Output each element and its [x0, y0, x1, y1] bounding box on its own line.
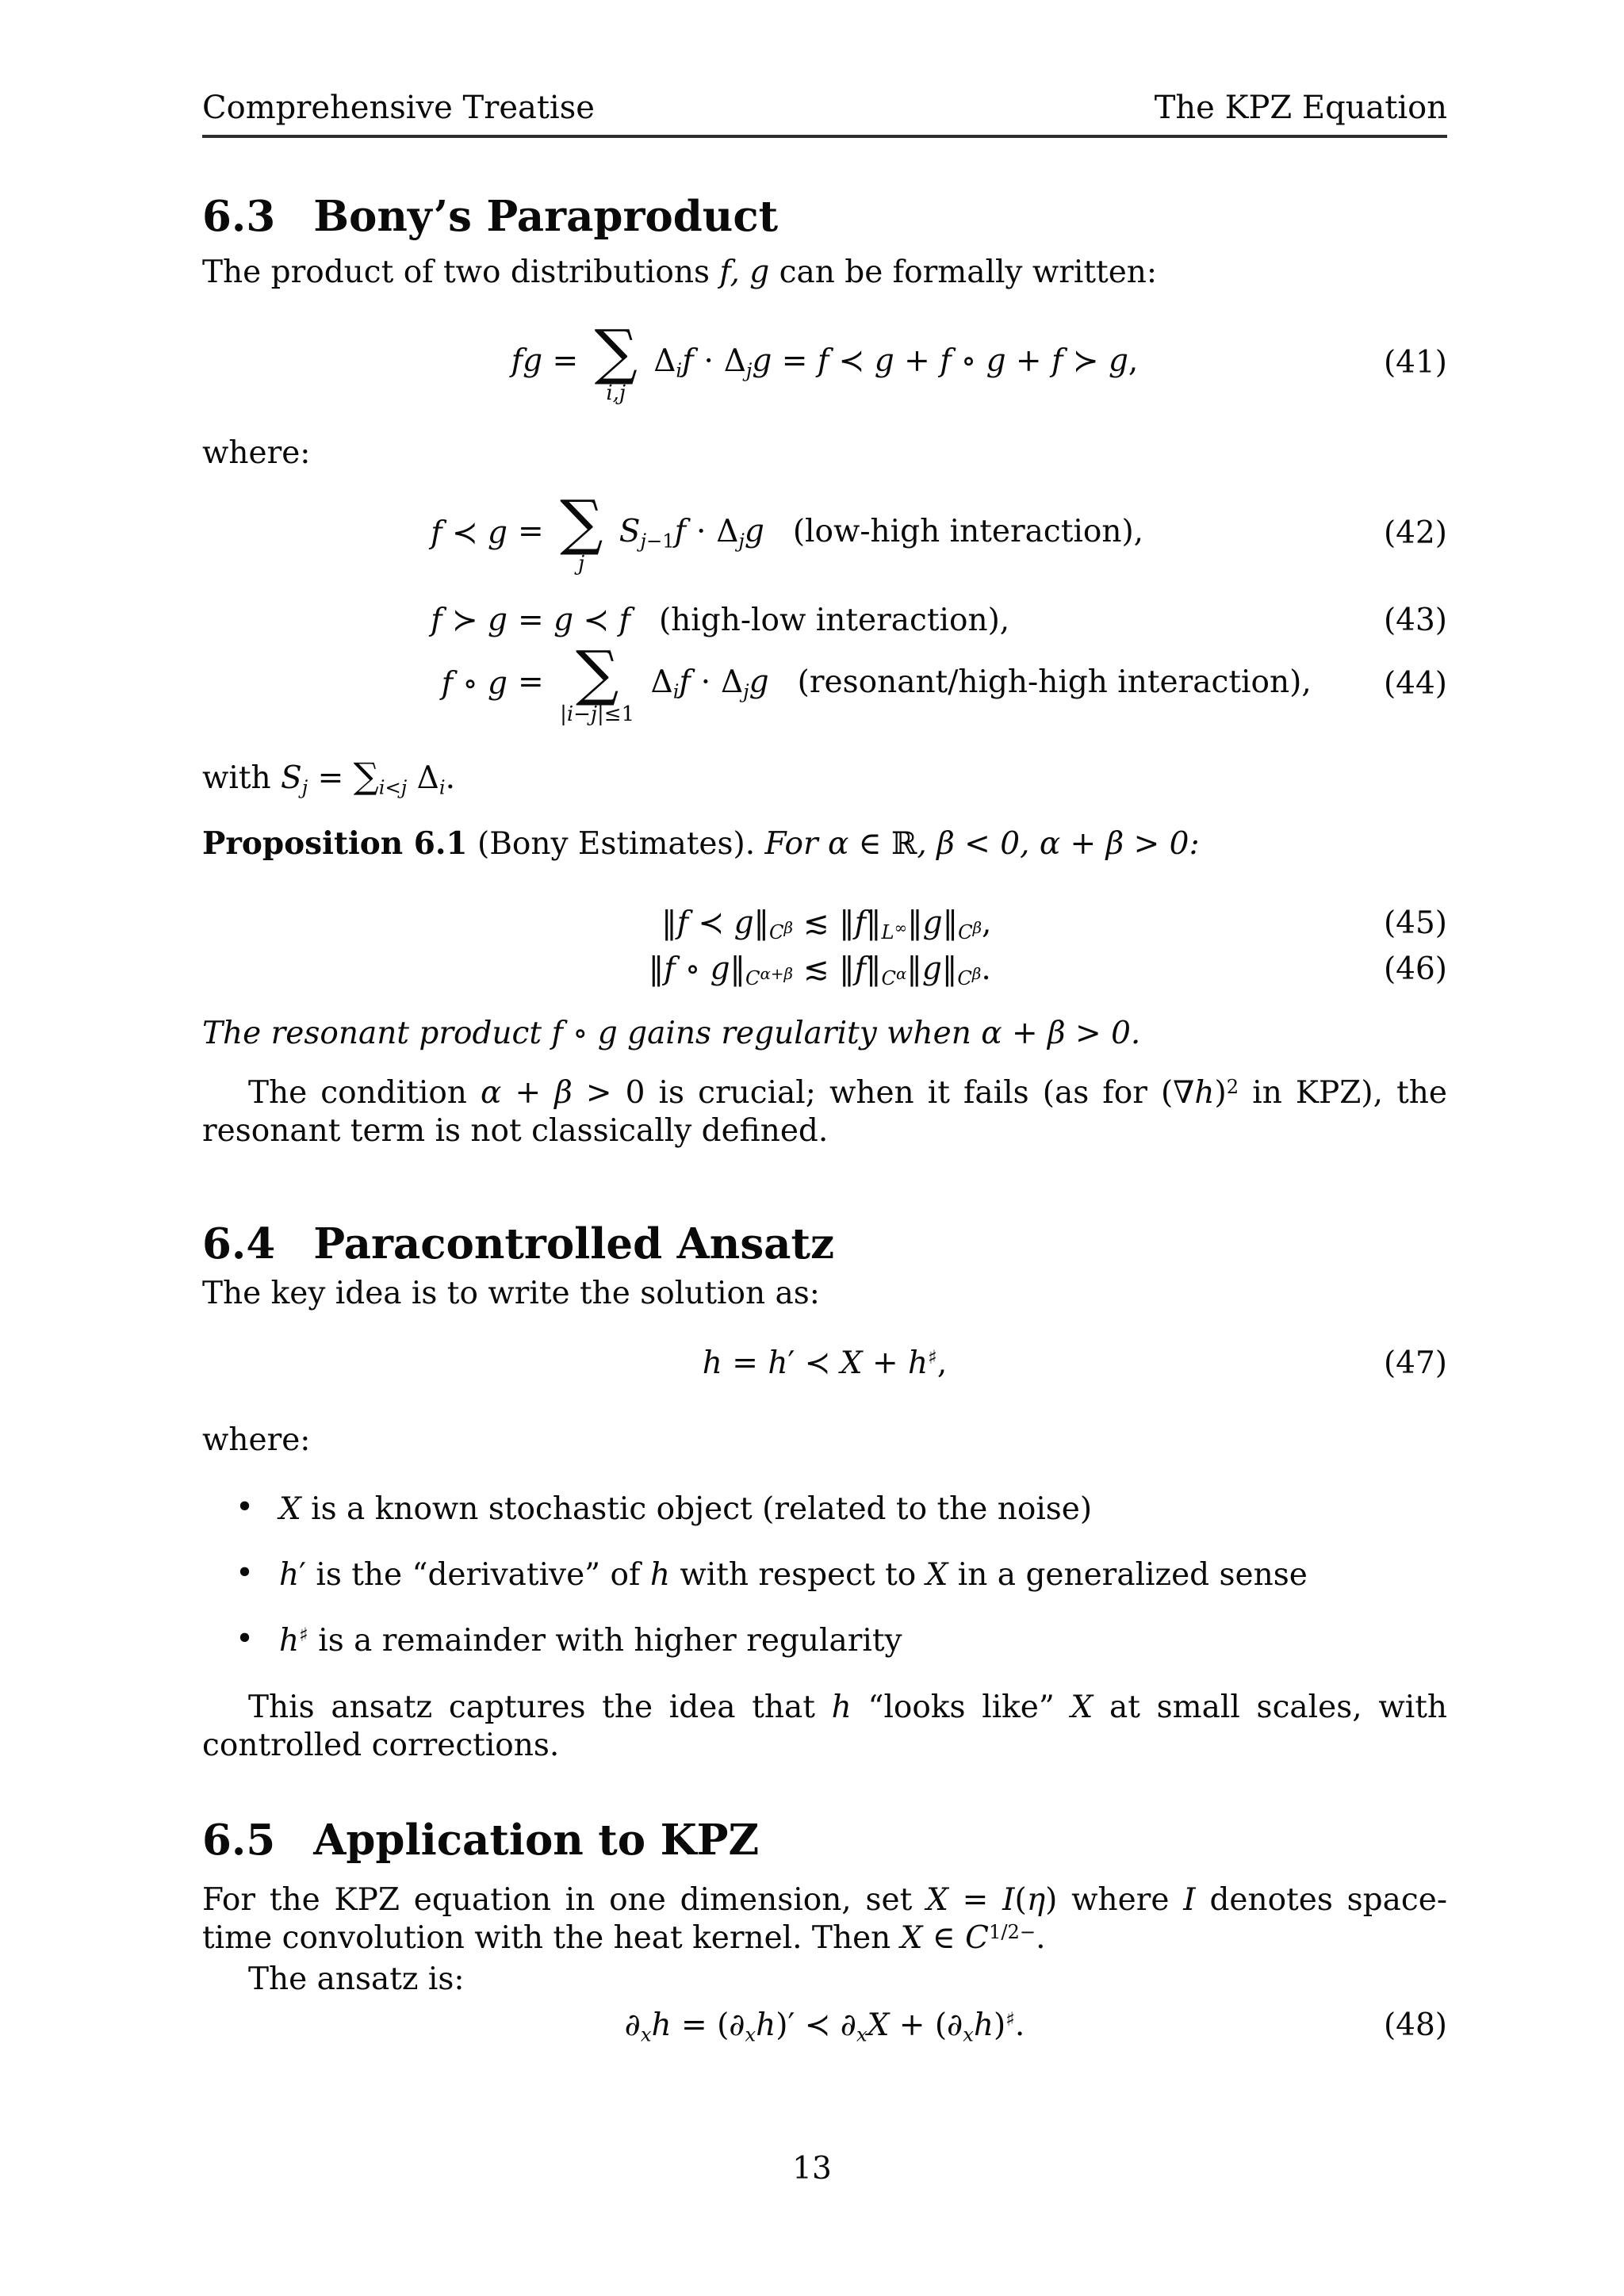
equation-number-48: (48) — [1383, 2007, 1447, 2043]
running-header-right: The KPZ Equation — [1154, 90, 1447, 126]
running-header-left: Comprehensive Treatise — [202, 90, 595, 126]
bullet-icon: • — [236, 1621, 255, 1657]
display-equation-44 — [202, 634, 1447, 733]
section-title: Paracontrolled Ansatz — [313, 1219, 835, 1269]
section-number: 6.4 — [202, 1219, 276, 1269]
display-equation-46 — [202, 946, 1447, 993]
proposition-6-1 — [202, 825, 1447, 863]
equation-number-45: (45) — [1383, 905, 1447, 941]
proposition-name: (Bony Estimates). — [467, 826, 756, 862]
equation-rhs: ≲ $‖f‖_{C^\alpha}‖g‖_{C^\beta}$. — [803, 951, 991, 990]
equation-number-47: (47) — [1383, 1345, 1447, 1381]
display-equation-42 — [202, 485, 1447, 582]
equation-rhs: = ∑ |i−j|≤1 $\Delta_if \cdot \Delta_jg$ (resonant/high-high interaction), — [518, 637, 1312, 726]
list-item-x — [202, 1490, 1447, 1529]
page-number: 13 — [792, 2151, 832, 2187]
display-equation-48 — [202, 2002, 1447, 2049]
equation-number-42: (42) — [1383, 515, 1447, 551]
paragraph-intro-64: The key idea is to write the solution as: — [202, 1276, 820, 1311]
header-rule — [202, 135, 1447, 138]
paragraph-with-s: with $S_j = \sum_{i<j}$ $\Delta_i$. — [202, 755, 455, 799]
display-equation-45 — [202, 900, 1447, 947]
display-equation-41 — [202, 311, 1447, 415]
equation-number-41: (41) — [1383, 345, 1447, 381]
list-item-text: X is a known stochastic object (related to the noise) — [279, 1491, 1093, 1527]
equation-body: $\partial_xh = (\partial_xh)'$ ≺ $\partial_xX + (\partial_xh)^♯$. — [624, 2007, 1025, 2046]
equation-number-43: (43) — [1383, 603, 1447, 638]
proposition-statement: For α ∈ ℝ, β < 0, α + β > 0: — [764, 826, 1200, 862]
equation-rhs: = ∑ j $S_{j-1}f \cdot \Delta_jg$ (low-high interaction), — [518, 487, 1144, 576]
list-item-text: h′ is the “derivative” of h with respect to X in a generalized sense — [279, 1557, 1308, 1593]
display-equation-47 — [202, 1340, 1447, 1387]
section-number: 6.5 — [202, 1816, 276, 1865]
equation-rhs: = g ≺ f (high-low interaction), — [518, 603, 1010, 638]
equation-lhs: f ≺ g — [431, 515, 508, 551]
section-heading-6-4 — [202, 1221, 1447, 1267]
bullet-icon: • — [236, 1556, 255, 1591]
paragraph-where-2: where: — [202, 1422, 311, 1458]
proposition-remark: The resonant product f ∘ g gains regularity when α + β > 0. — [202, 1016, 1141, 1051]
equation-lhs: ‖f ∘ $g‖_{C^{\alpha+\beta}}$ — [648, 951, 793, 990]
equation-lhs: f ∘ g — [441, 665, 508, 702]
equation-body: fg = ∑ i,j $\Delta_if \cdot \Delta_jg = f$ ≺ g + f ∘ g + f ≻ g, — [511, 316, 1139, 405]
paragraph-intro-63: The product of two distributions f, g can be formally written: — [202, 254, 1158, 290]
equation-body: h = h′ ≺ X + h♯, — [702, 1345, 948, 1381]
equation-lhs: f ≻ g — [431, 603, 508, 638]
paragraph-condition: The condition α + β > 0 is crucial; when it fails (as for $(\nabla h)^2$ in KPZ), the resonant term is not classically defined. — [202, 1075, 1447, 1149]
equation-rhs: ≲ $‖f‖_{L^\infty}‖g‖_{C^\beta}$, — [803, 905, 992, 944]
section-number: 6.3 — [202, 192, 276, 241]
list-item-h-prime — [202, 1556, 1447, 1594]
paragraph-ansatz-captures: This ansatz captures the idea that h “looks like” X at small scales, with controlled corrections. — [202, 1689, 1447, 1763]
proposition-label: Proposition 6.1 — [202, 825, 468, 862]
section-title: Bony’s Paraproduct — [313, 192, 779, 241]
list-item-text: h♯ is a remainder with higher regularity — [279, 1623, 902, 1659]
equation-number-44: (44) — [1383, 665, 1447, 702]
running-header — [202, 89, 1447, 127]
paragraph-kpz-setup: For the KPZ equation in one dimension, set X = I(η) where I denotes space-time convolution with the heat kernel. Then X ∈ $C^{1/2-}$. — [202, 1882, 1447, 1956]
equation-lhs: ‖f ≺ $g‖_{C^\beta}$ — [661, 905, 793, 944]
section-heading-6-5 — [202, 1817, 1447, 1863]
bullet-icon: • — [236, 1490, 255, 1525]
paragraph-the-ansatz-is: The ansatz is: — [248, 1961, 465, 1997]
section-title: Application to KPZ — [313, 1816, 760, 1865]
equation-number-46: (46) — [1383, 951, 1447, 987]
section-heading-6-3 — [202, 193, 1447, 239]
paragraph-where-1: where: — [202, 435, 311, 471]
list-item-h-sharp — [202, 1622, 1447, 1660]
